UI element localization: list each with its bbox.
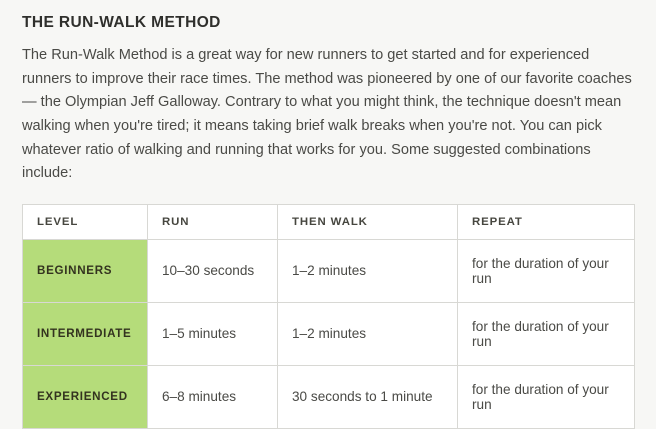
table-header-row — [23, 204, 635, 239]
table-row — [23, 365, 635, 428]
table-row — [23, 302, 635, 365]
cell-run-intermediate: 1–5 minutes — [148, 302, 278, 365]
table-header — [23, 204, 635, 239]
column-header-then-walk: THEN WALK — [278, 204, 458, 239]
cell-level-intermediate: INTERMEDIATE — [23, 302, 148, 365]
table-body — [23, 239, 635, 428]
cell-repeat-experienced: for the duration of your run — [458, 365, 635, 428]
table-row — [23, 239, 635, 302]
column-header-repeat: REPEAT — [458, 204, 635, 239]
page-title: THE RUN-WALK METHOD — [22, 14, 221, 31]
cell-walk-beginners: 1–2 minutes — [278, 239, 458, 302]
run-walk-combinations-table — [22, 204, 635, 429]
cell-level-beginners: BEGINNERS — [23, 239, 148, 302]
intro-paragraph: The Run-Walk Method is a great way for new runners to get started and for experienced runners to improve their race times. The method was pioneered by one of our favorite coaches — the Olympian Jeff Galloway. Contrary to what you might think, the technique doesn't mean walking when you're tired; it means taking brief walk breaks when you're not. You can pick whatever ratio of walking and running that works for you. Some suggested combinations include: — [22, 47, 632, 182]
column-header-run: RUN — [148, 204, 278, 239]
cell-level-experienced: EXPERIENCED — [23, 365, 148, 428]
cell-repeat-beginners: for the duration of your run — [458, 239, 635, 302]
cell-repeat-intermediate: for the duration of your run — [458, 302, 635, 365]
column-header-level: LEVEL — [23, 204, 148, 239]
cell-run-beginners: 10–30 seconds — [148, 239, 278, 302]
cell-run-experienced: 6–8 minutes — [148, 365, 278, 428]
cell-walk-experienced: 30 seconds to 1 minute — [278, 365, 458, 428]
cell-walk-intermediate: 1–2 minutes — [278, 302, 458, 365]
